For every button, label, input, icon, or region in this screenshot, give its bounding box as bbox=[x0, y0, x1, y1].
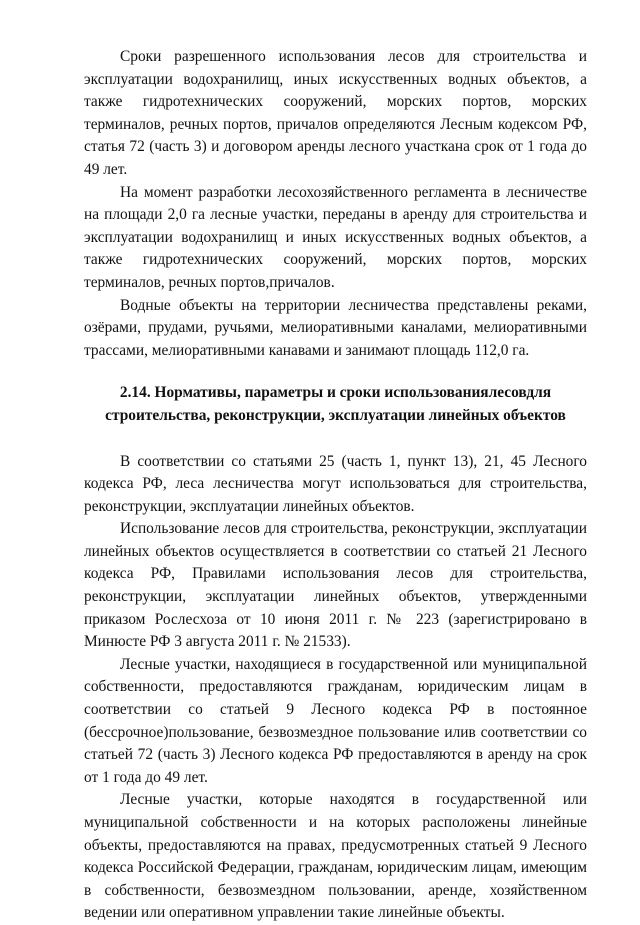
document-page bbox=[84, 46, 587, 925]
section-heading bbox=[84, 382, 587, 427]
section-heading-line-1: 2.14. Нормативы, параметры и сроки использованиялесовдля bbox=[119, 384, 552, 402]
paragraph-legal-basis: В соответствии со статьями 25 (часть 1, пункт 13), 21, 45 Лесного кодекса РФ, леса лесничества могут использоваться для строительства, реконструкции, эксплуатации линейных объектов. bbox=[84, 452, 587, 515]
paragraph-water-objects: Водные объекты на территории лесничества представлены реками, озёрами, прудами, ручьями, мелиоративными каналами, мелиоративными трассами, мелиоративными канавами и занимают площадь 112,0 га. bbox=[84, 296, 587, 359]
paragraph-linear-objects-rights: Лесные участки, которые находятся в государственной или муниципальной собственности и на которых расположены линейные объекты, предоставляются на правах, предусмотренных статьей 9 Лесного кодекса Российской Федерации, гражданам, юридическим лицам, имеющим в собственности, безвозмездном пользовании, аренде, хозяйственном ведении или оперативном управлении такие линейные объекты. bbox=[84, 791, 587, 922]
section-heading-line-2: строительства, реконструкции, эксплуатации линейных объектов bbox=[105, 406, 566, 424]
paragraph-construction-terms: Сроки разрешенного использования лесов для строительства и эксплуатации водохранилищ, иных искусственных водных объектов, а также гидротехнических сооружений, морских портов, морских терминалов, речных портов, причалов определяются Лесным кодексом РФ, статья 72 (часть 3) и договором аренды лесного участкана срок от 1 года до 49 лет. bbox=[84, 48, 587, 178]
paragraph-leased-plots: На момент разработки лесохозяйственного регламента в лесничестве на площади 2,0 га лесные участки, переданы в аренду для строительства и эксплуатации водохранилищ и иных искусственных водных объектов, а также гидротехнических сооружений, морских портов, морских терминалов, речных портов,причалов. bbox=[84, 183, 587, 291]
paragraph-provision-terms: Лесные участки, находящиеся в государственной или муниципальной собственности, предоставляются гражданам, юридическим лицам в соответствии со статьей 9 Лесного кодекса РФ в постоянное (бессрочное)пользование, безвозмездное пользование илив соответствии со статьей 72 (часть 3) Лесного кодекса РФ предоставляются в аренду на срок от 1 года до 49 лет. bbox=[84, 655, 587, 786]
paragraph-usage-rules: Использование лесов для строительства, реконструкции, эксплуатации линейных объектов осуществляется в соответствии со статьей 21 Лесного кодекса РФ, Правилами использования лесов для строительства, реконструкции, эксплуатации линейных объектов, утвержденными приказом Рослесхоза от 10 июня 2011 г. № 223 (зарегистрировано в Минюсте РФ 3 августа 2011 г. № 21533). bbox=[84, 520, 587, 651]
